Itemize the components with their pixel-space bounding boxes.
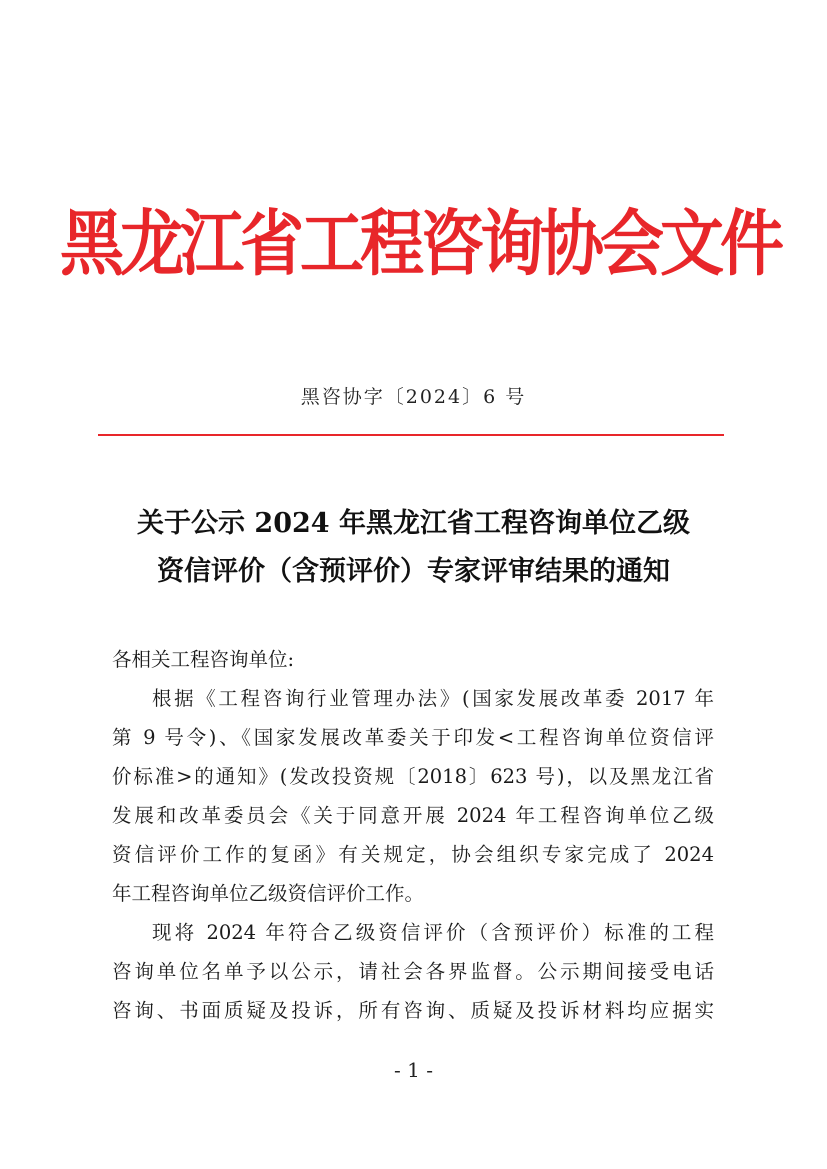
paragraph-line: 根据《工程咨询行业管理办法》(国家发展改革委 2017 年 bbox=[152, 687, 714, 710]
paragraph-line: 价标准>的通知》(发改投资规〔2018〕623 号)，以及黑龙江省 bbox=[112, 765, 714, 788]
notice-title bbox=[60, 500, 767, 596]
salutation: 各相关工程咨询单位: bbox=[112, 648, 295, 671]
document-number: 黑咨协字〔2024〕6 号 bbox=[300, 386, 527, 408]
paragraph-line: 咨询单位名单予以公示，请社会各界监督。公示期间接受电话 bbox=[112, 960, 714, 983]
paragraph-2 bbox=[112, 913, 714, 1030]
red-divider-line bbox=[98, 434, 724, 436]
notice-title-line-2: 资信评价（含预评价）专家评审结果的通知 bbox=[157, 556, 670, 587]
paragraph-line: 年工程咨询单位乙级资信评价工作。 bbox=[112, 882, 425, 905]
paragraph-line: 咨询、书面质疑及投诉，所有咨询、质疑及投诉材料均应据实 bbox=[112, 999, 714, 1022]
org-header-title: 黑龙江省工程咨询协会文件 bbox=[60, 202, 780, 287]
paragraph-1 bbox=[112, 679, 714, 913]
paragraph-line: 发展和改革委员会《关于同意开展 2024 年工程咨询单位乙级 bbox=[112, 804, 714, 827]
notice-body bbox=[112, 640, 714, 1030]
paragraph-line: 第 9 号令)、《国家发展改革委关于印发<工程咨询单位资信评 bbox=[112, 726, 714, 749]
page-number: - 1 - bbox=[394, 1058, 433, 1082]
paragraph-line: 资信评价工作的复函》有关规定，协会组织专家完成了 2024 bbox=[112, 843, 714, 866]
notice-title-line-1: 关于公示 2024 年黑龙江省工程咨询单位乙级 bbox=[137, 508, 690, 539]
paragraph-line: 现将 2024 年符合乙级资信评价（含预评价）标准的工程 bbox=[152, 921, 714, 944]
